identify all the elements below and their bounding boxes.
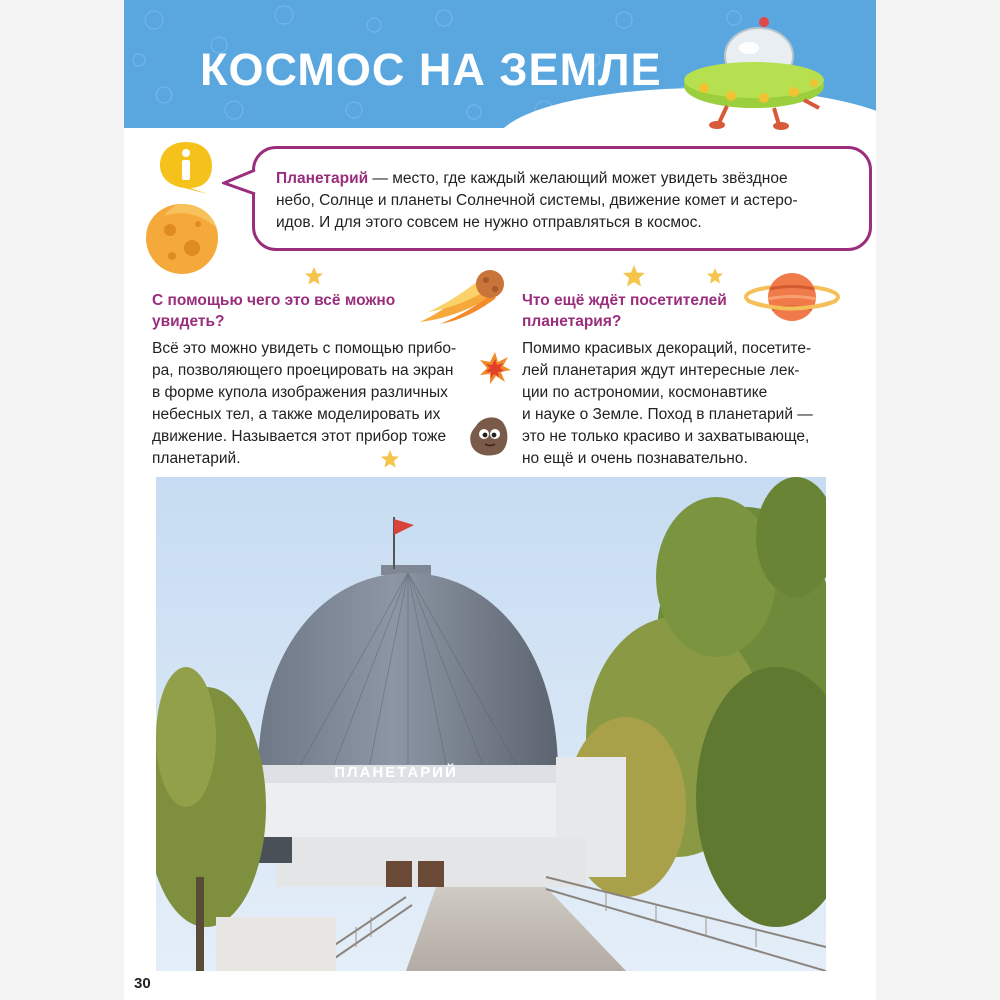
callout-pointer (222, 168, 258, 198)
right-answer-text: Помимо красивых декораций, посетите- лей планетария ждут интересные лек- ции по астрономии, космонавтике и науке о Земле. Поход в планетарий — это не только красиво и захватывающе, но ещё и очень познавательно. (522, 340, 813, 467)
rock-character-icon (468, 414, 510, 458)
star-icon (304, 266, 324, 286)
planetarium-illustration (156, 477, 826, 971)
info-term: Планетарий (276, 170, 369, 187)
star-icon (622, 264, 646, 288)
star-icon (706, 267, 724, 285)
asteroid-icon (142, 200, 222, 278)
info-line-2: небо, Солнце и планеты Солнечной системы, движение комет и астеро- (276, 192, 798, 209)
photo-sign-text: ПЛАНЕТАРИЙ (334, 764, 458, 781)
info-line-1: — место, где каждый желающий может увидеть звёздное (368, 170, 788, 187)
info-line-3: идов. И для этого совсем не нужно отправляться в космос. (276, 214, 702, 231)
ufo-icon (679, 8, 829, 136)
page-title: КОСМОС НА ЗЕМЛЕ (200, 44, 662, 95)
left-question-heading: С помощью чего это всё можно увидеть? (152, 292, 396, 330)
planet-icon (744, 264, 840, 330)
right-question-heading: Что ещё ждёт посетителей планетария? (522, 292, 727, 330)
planetarium-photo (156, 477, 826, 971)
burst-icon (478, 351, 512, 385)
page-number: 30 (134, 975, 151, 992)
comet-icon (416, 262, 508, 328)
info-icon (158, 140, 216, 196)
info-text (276, 168, 836, 234)
left-answer-text: Всё это можно увидеть с помощью прибо- ра, позволяющего проецировать на экран в форме купола изображения различных небесных тел, а также моделировать их движение. Называется этот прибор тоже планетарий. (152, 340, 457, 467)
book-page (124, 0, 876, 1000)
